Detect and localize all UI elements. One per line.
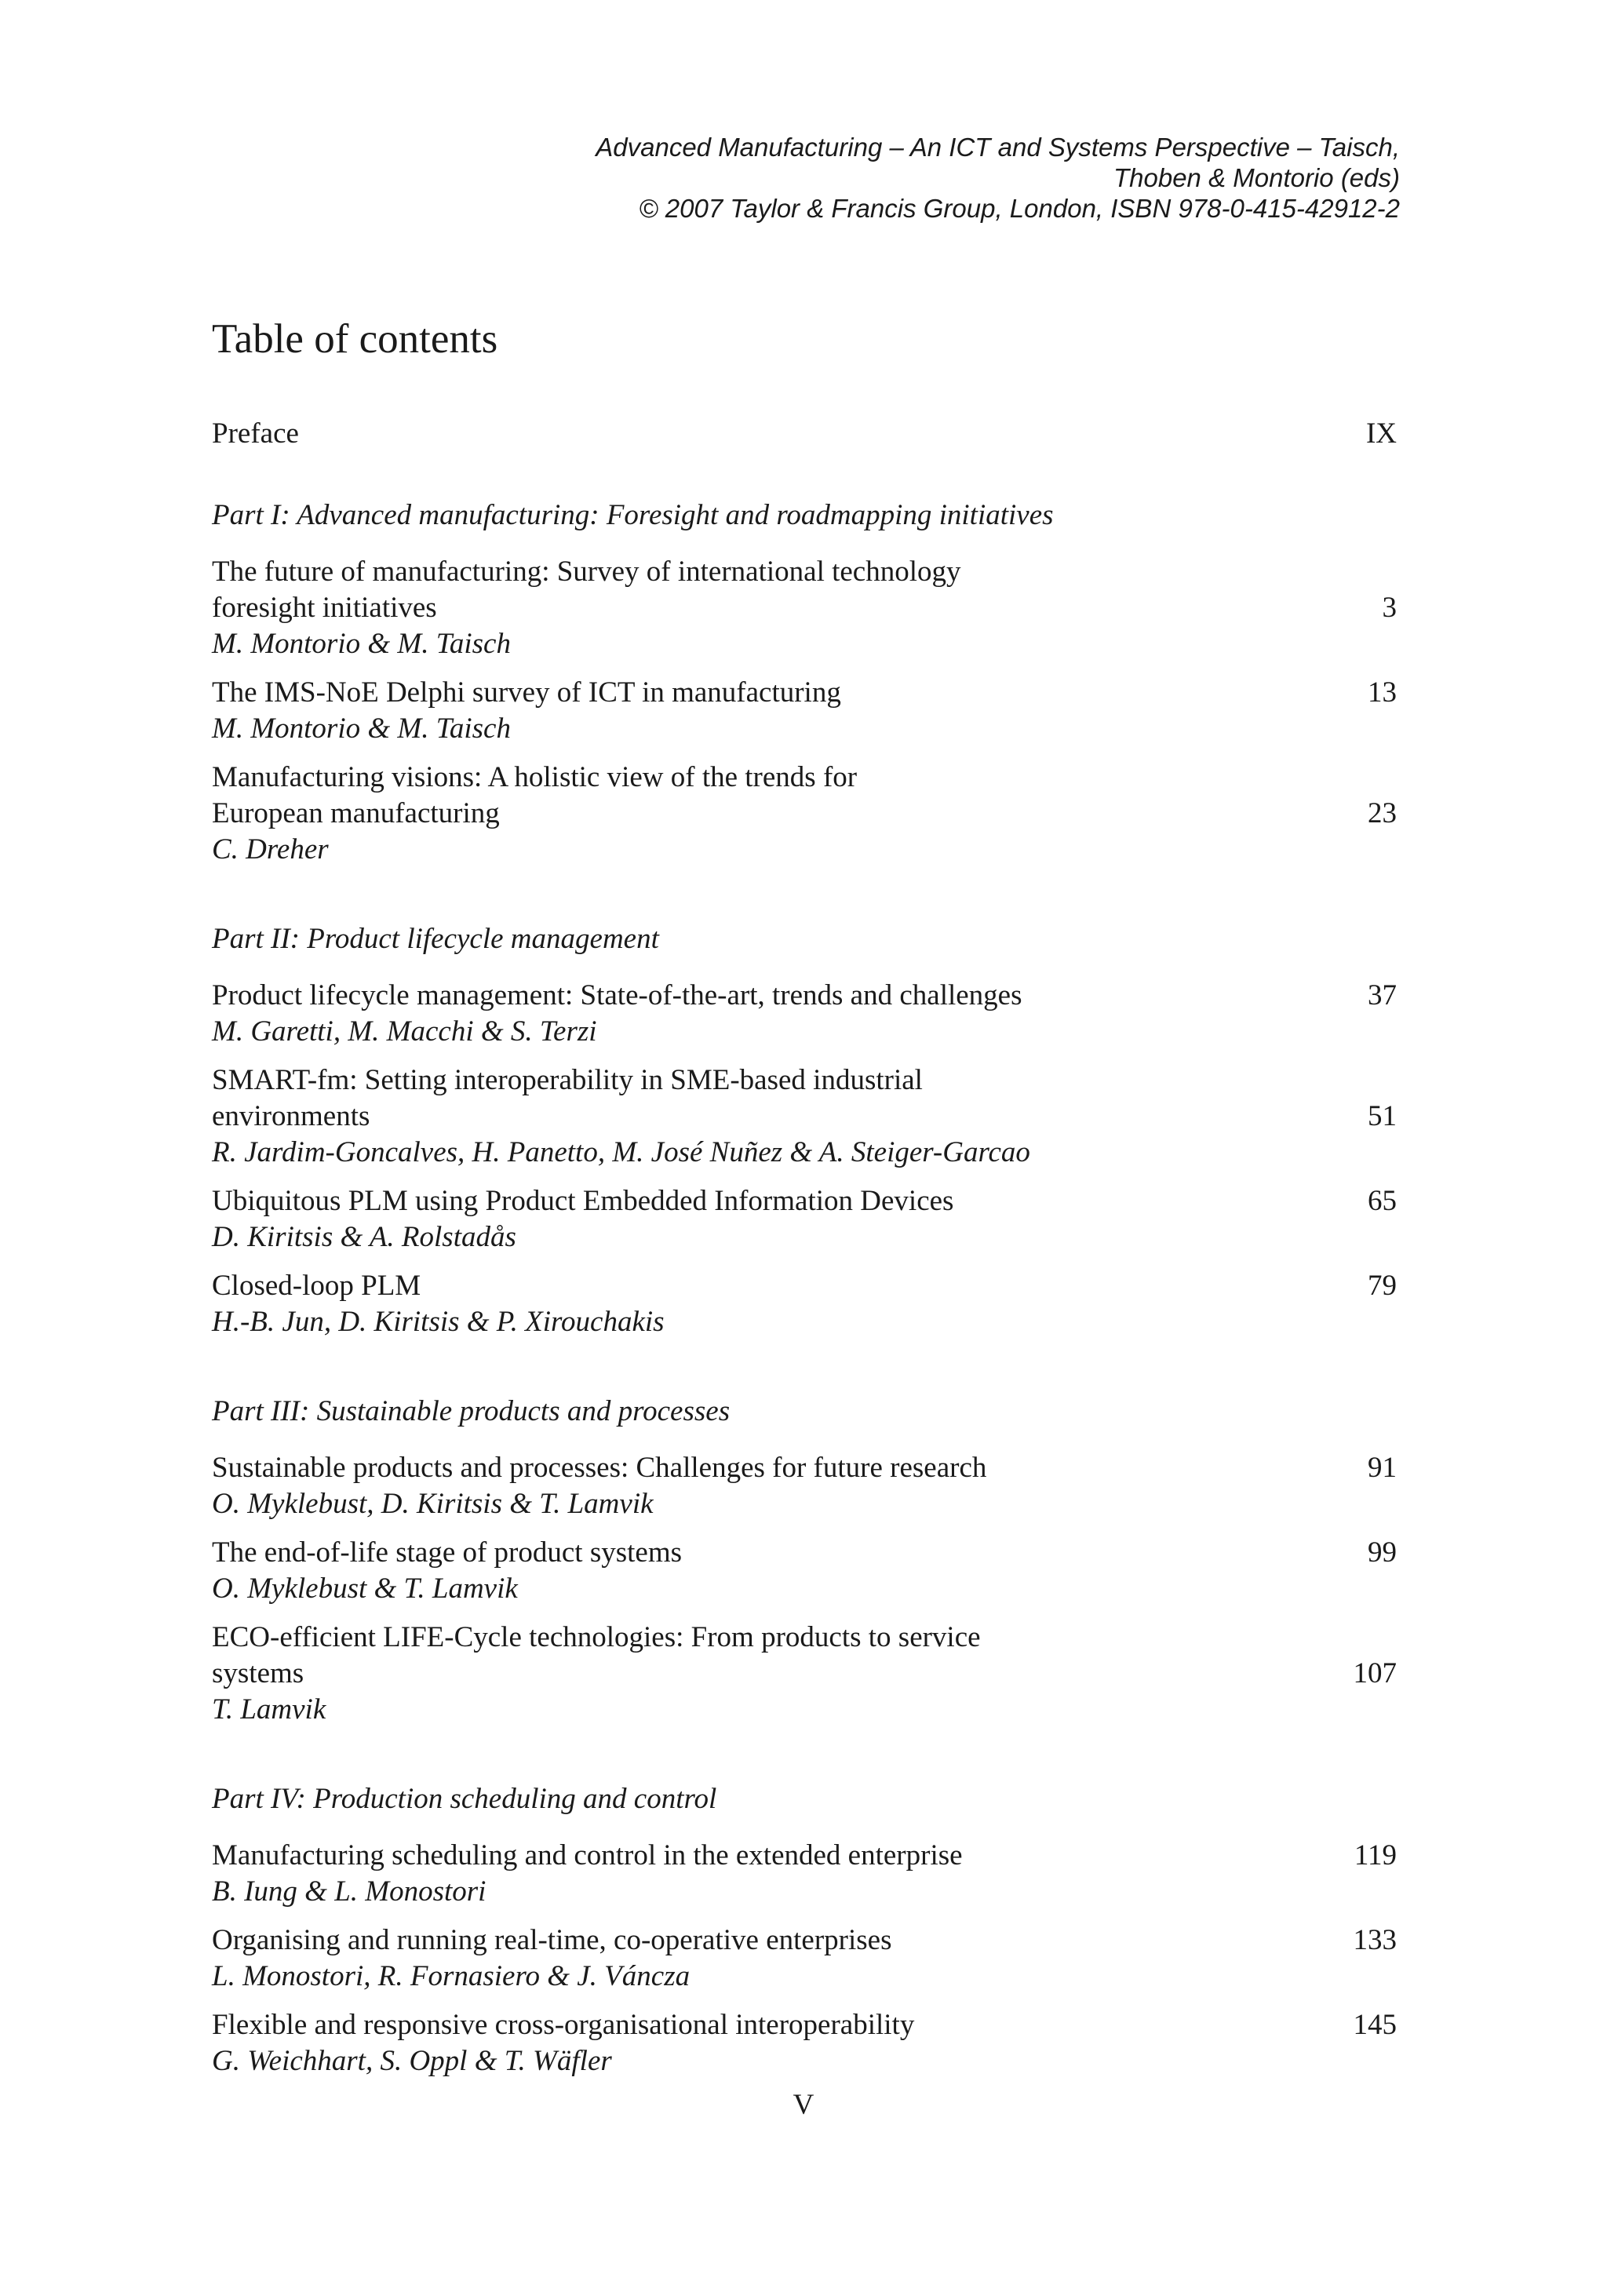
chapter-authors: L. Monostori, R. Fornasiero & J. Váncza [212, 1960, 691, 1992]
chapter-title-line: Product lifecycle management: State-of-the-art, trends and challenges [212, 979, 1022, 1011]
part-spacer [212, 880, 1397, 921]
book-citation-header [380, 132, 1400, 224]
preface-page-number: IX [1365, 417, 1397, 450]
chapter-title-line: Organising and running real-time, co-operative enterprises [212, 1924, 892, 1956]
part-heading: Part I: Advanced manufacturing: Foresight and roadmapping initiatives [212, 499, 1054, 531]
toc-entry[interactable] [212, 1922, 1397, 1995]
chapter-title-line: Manufacturing visions: A holistic view of the trends for [212, 761, 858, 793]
chapter-title-line: The future of manufacturing: Survey of international technology [212, 556, 961, 588]
chapter-page-number: 145 [1353, 2009, 1397, 2041]
chapter-title-line: SMART-fm: Setting interoperability in SME-based industrial [212, 1064, 923, 1096]
chapter-authors: O. Myklebust, D. Kiritsis & T. Lamvik [212, 1488, 654, 1520]
chapter-page-number: 79 [1368, 1270, 1397, 1302]
chapter-title-line: Flexible and responsive cross-organisational interoperability [212, 2009, 915, 2041]
chapter-title-line: environments [212, 1100, 370, 1132]
chapter-page-number: 119 [1354, 1839, 1397, 1871]
chapter-page-number: 23 [1368, 797, 1397, 829]
citation-line-2: Thoben & Montorio (eds) [1113, 163, 1400, 192]
citation-line-3: © 2007 Taylor & Francis Group, London, ISBN 978-0-415-42912-2 [639, 194, 1400, 223]
chapter-authors: C. Dreher [212, 833, 329, 866]
chapter-page-number: 37 [1368, 979, 1397, 1011]
part-heading: Part IV: Production scheduling and control [212, 1783, 717, 1815]
chapter-authors: M. Montorio & M. Taisch [212, 628, 511, 660]
chapter-page-number: 99 [1368, 1536, 1397, 1569]
chapter-authors: D. Kiritsis & A. Rolstadås [212, 1221, 516, 1253]
toc-entry[interactable] [212, 554, 1397, 662]
chapter-title-line: The end-of-life stage of product systems [212, 1536, 683, 1569]
chapter-authors: R. Jardim-Goncalves, H. Panetto, M. José Nuñez & A. Steiger-Garcao [212, 1136, 1030, 1168]
toc-entry[interactable] [212, 978, 1397, 1050]
chapter-title-line: Ubiquitous PLM using Product Embedded Information Devices [212, 1185, 954, 1217]
page-number-footer: V [793, 2089, 814, 2121]
part-spacer [212, 1740, 1397, 1781]
preface-label: Preface [212, 417, 299, 450]
toc-entry[interactable] [212, 1535, 1397, 1607]
part-heading: Part II: Product lifecycle management [212, 923, 659, 955]
chapter-page-number: 91 [1368, 1452, 1397, 1484]
chapter-authors: B. Iung & L. Monostori [212, 1875, 486, 1908]
chapter-authors: O. Myklebust & T. Lamvik [212, 1573, 518, 1605]
page-title: Table of contents [212, 315, 498, 362]
chapter-authors: H.-B. Jun, D. Kiritsis & P. Xirouchakis [212, 1306, 665, 1338]
toc-entry[interactable] [212, 675, 1397, 747]
toc-entry[interactable] [212, 1183, 1397, 1256]
toc-entry[interactable] [212, 760, 1397, 868]
chapter-authors: T. Lamvik [212, 1693, 326, 1726]
chapter-title-line: systems [212, 1657, 304, 1689]
chapter-authors: M. Garetti, M. Macchi & S. Terzi [212, 1015, 597, 1048]
chapter-title-line: Closed-loop PLM [212, 1270, 421, 1302]
toc-entry[interactable] [212, 1450, 1397, 1522]
chapter-page-number: 13 [1368, 676, 1397, 709]
toc-entry[interactable] [212, 1062, 1397, 1171]
chapter-title-line: foresight initiatives [212, 592, 437, 624]
toc-entry[interactable] [212, 1620, 1397, 1728]
chapter-page-number: 133 [1353, 1924, 1397, 1956]
part-spacer [212, 1353, 1397, 1394]
chapter-title-line: European manufacturing [212, 797, 500, 829]
chapter-page-number: 107 [1353, 1657, 1397, 1689]
part-heading: Part III: Sustainable products and processes [212, 1395, 731, 1427]
chapter-page-number: 65 [1368, 1185, 1397, 1217]
preface-entry[interactable] [212, 416, 1397, 452]
table-of-contents [212, 416, 1397, 2092]
chapter-title-line: Sustainable products and processes: Challenges for future research [212, 1452, 987, 1484]
toc-entry[interactable] [212, 1838, 1397, 1910]
chapter-authors: M. Montorio & M. Taisch [212, 712, 511, 745]
chapter-authors: G. Weichhart, S. Oppl & T. Wäfler [212, 2045, 612, 2077]
chapter-title-line: ECO-efficient LIFE-Cycle technologies: From products to service [212, 1621, 981, 1653]
toc-entry[interactable] [212, 2007, 1397, 2079]
chapter-title-line: Manufacturing scheduling and control in the extended enterprise [212, 1839, 963, 1871]
chapter-page-number: 51 [1368, 1100, 1397, 1132]
parts-list [212, 497, 1397, 2079]
toc-entry[interactable] [212, 1268, 1397, 1340]
chapter-title-line: The IMS-NoE Delphi survey of ICT in manufacturing [212, 676, 841, 709]
chapter-page-number: 3 [1382, 592, 1397, 624]
citation-line-1: Advanced Manufacturing – An ICT and Systems Perspective – Taisch, [596, 133, 1400, 162]
